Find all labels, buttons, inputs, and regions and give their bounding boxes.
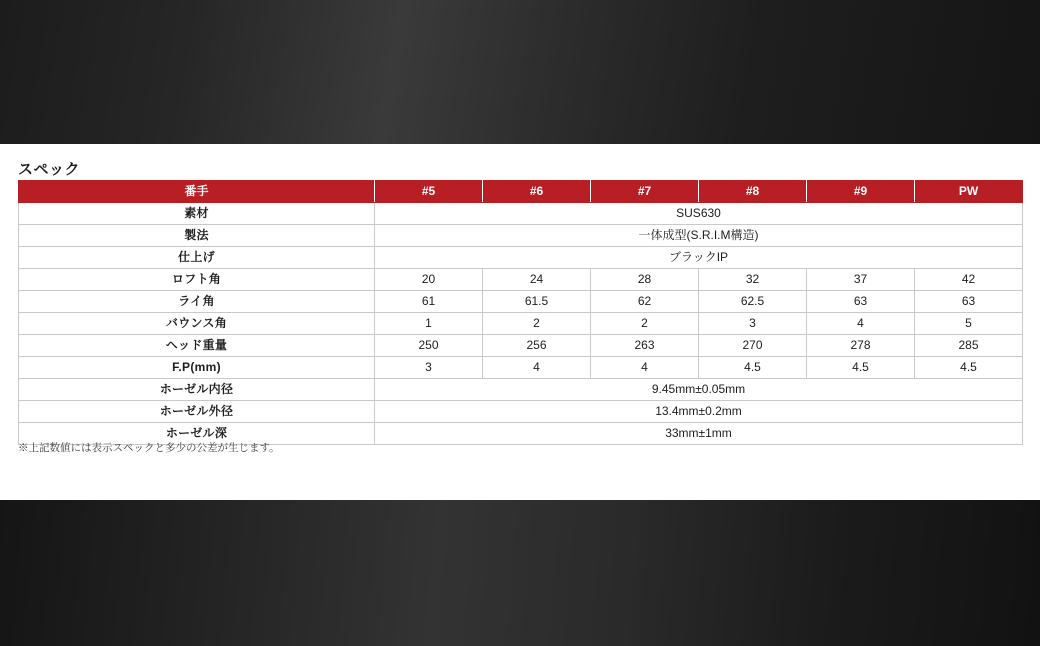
row-value-merged: 9.45mm±0.05mm [375, 379, 1023, 401]
decorative-band-bottom [0, 500, 1040, 646]
row-cell: 4 [483, 357, 591, 379]
table-header [19, 181, 1023, 203]
table-row [19, 335, 1023, 357]
row-label: 素材 [19, 203, 375, 225]
row-cell: 5 [915, 313, 1023, 335]
row-label: F.P(mm) [19, 357, 375, 379]
row-value-merged: ブラックIP [375, 247, 1023, 269]
table-row [19, 401, 1023, 423]
row-cell: 61.5 [483, 291, 591, 313]
row-cell: 250 [375, 335, 483, 357]
row-cell: 3 [699, 313, 807, 335]
row-cell: 61 [375, 291, 483, 313]
row-label: ライ角 [19, 291, 375, 313]
column-header-i7: #7 [591, 181, 699, 203]
row-cell: 42 [915, 269, 1023, 291]
row-cell: 24 [483, 269, 591, 291]
row-cell: 28 [591, 269, 699, 291]
table-row [19, 357, 1023, 379]
row-label: 仕上げ [19, 247, 375, 269]
column-header-i5: #5 [375, 181, 483, 203]
column-header-i6: #6 [483, 181, 591, 203]
row-cell: 285 [915, 335, 1023, 357]
row-cell: 278 [807, 335, 915, 357]
table-row [19, 203, 1023, 225]
page-title: スペック [18, 161, 81, 178]
row-label: ホーゼル外径 [19, 401, 375, 423]
row-cell: 3 [375, 357, 483, 379]
row-cell: 62 [591, 291, 699, 313]
column-header-club-number: 番手 [19, 181, 375, 203]
row-label: バウンス角 [19, 313, 375, 335]
spec-table [18, 180, 1023, 445]
row-value-merged: 33mm±1mm [375, 423, 1023, 445]
column-header-i8: #8 [699, 181, 807, 203]
tolerance-note: ※上記数値には表示スペックと多少の公差が生じます。 [18, 442, 280, 454]
row-cell: 63 [807, 291, 915, 313]
row-value-merged: SUS630 [375, 203, 1023, 225]
spec-sheet [0, 144, 1040, 500]
row-cell: 4 [807, 313, 915, 335]
row-cell: 37 [807, 269, 915, 291]
row-cell: 4.5 [915, 357, 1023, 379]
table-row [19, 269, 1023, 291]
table-row [19, 379, 1023, 401]
column-header-i9: #9 [807, 181, 915, 203]
row-cell: 62.5 [699, 291, 807, 313]
row-label: 製法 [19, 225, 375, 247]
row-value-merged: 一体成型(S.R.I.M構造) [375, 225, 1023, 247]
row-cell: 20 [375, 269, 483, 291]
row-cell: 4.5 [699, 357, 807, 379]
table-row [19, 313, 1023, 335]
row-label: ホーゼル内径 [19, 379, 375, 401]
table-header-row [19, 181, 1023, 203]
row-cell: 256 [483, 335, 591, 357]
table-row [19, 247, 1023, 269]
row-cell: 32 [699, 269, 807, 291]
table-row [19, 291, 1023, 313]
row-cell: 2 [483, 313, 591, 335]
row-cell: 2 [591, 313, 699, 335]
row-cell: 263 [591, 335, 699, 357]
row-label: ホーゼル深 [19, 423, 375, 445]
column-header-pw: PW [915, 181, 1023, 203]
table-row [19, 225, 1023, 247]
row-cell: 4 [591, 357, 699, 379]
row-cell: 4.5 [807, 357, 915, 379]
decorative-band-top [0, 0, 1040, 144]
row-cell: 270 [699, 335, 807, 357]
row-cell: 63 [915, 291, 1023, 313]
row-label: ロフト角 [19, 269, 375, 291]
row-cell: 1 [375, 313, 483, 335]
table-body [19, 203, 1023, 445]
row-label: ヘッド重量 [19, 335, 375, 357]
row-value-merged: 13.4mm±0.2mm [375, 401, 1023, 423]
